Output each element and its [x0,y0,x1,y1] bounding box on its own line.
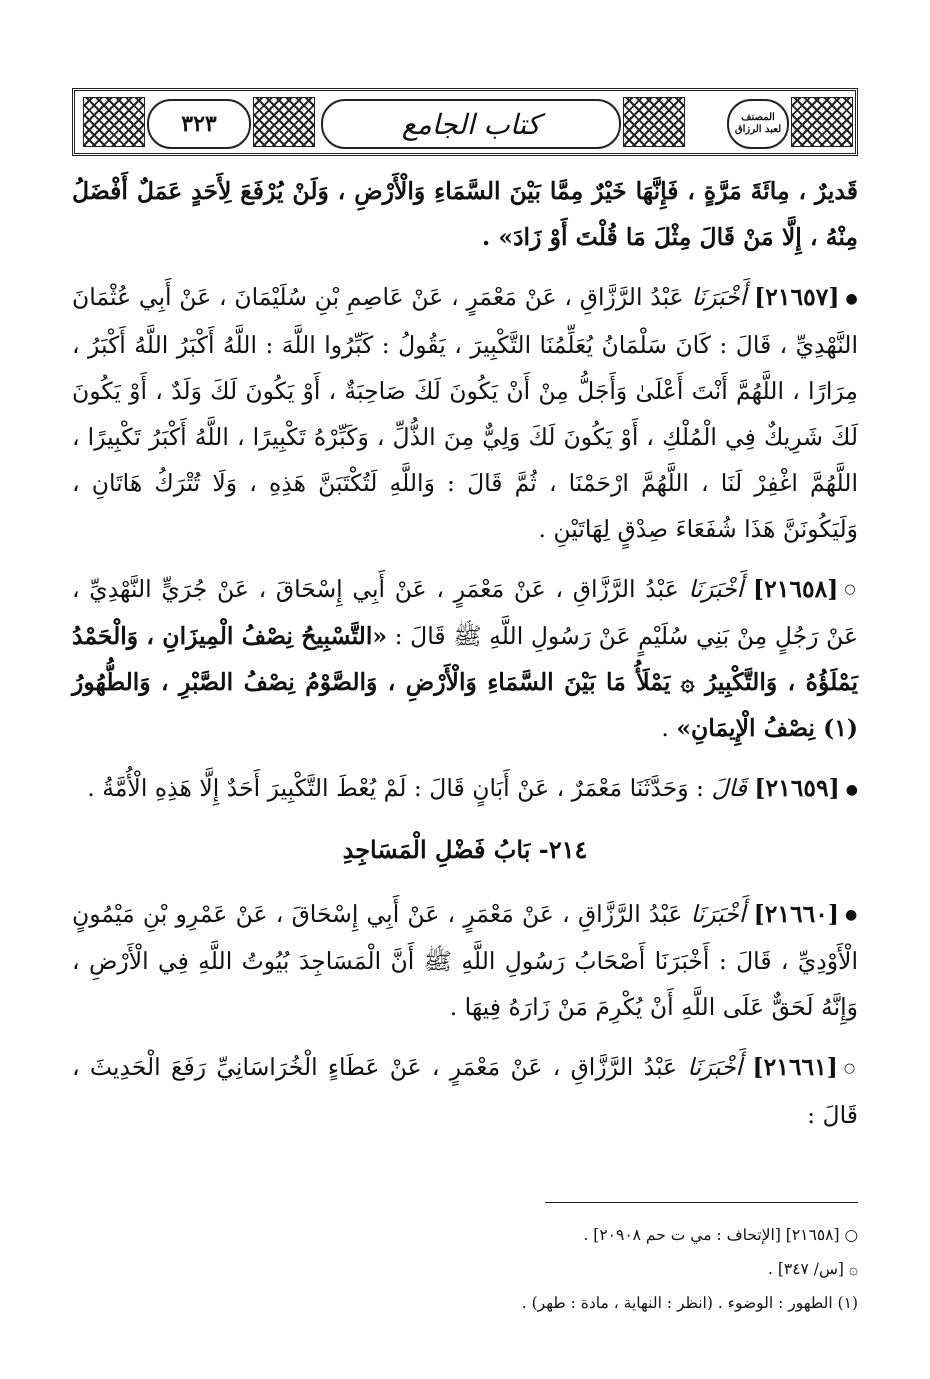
chain-label: أَخْبَرَنَا [687,1053,743,1081]
filled-bullet-icon: ● [845,907,858,923]
hadith-21660 [72,891,858,1031]
chain-label: أَخْبَرَنَا [691,283,747,311]
page-number: ٣٢٣ [147,99,251,149]
ornament-center-left [253,97,315,147]
chapter-heading: ٢١٤- بَابُ فَضْلِ الْمَسَاجِدِ [342,834,588,864]
hadith-21659 [72,765,858,813]
hadith-21661 [72,1044,858,1138]
footnote-2: ۞ [س/ ٣٤٧] . [767,1260,858,1278]
open-bullet-icon: ○ [844,582,858,597]
footnote-divider [545,1202,858,1203]
logo-line2: لعبد الرزاق [734,124,782,135]
hadith-text: عَبْدُ الرَّزَّاقِ ، عَنْ مَعْمَرٍ ، عَنْ عَاصِمِ بْنِ سُلَيْمَانَ ، عَنْ أَبِي عُثْمَانَ النَّهْدِيِّ ، قَالَ : كَانَ سَلْمَانُ يُعَلِّمُنَا التَّكْبِيرَ ، يَقُولُ : كَبِّرُوا اللَّهَ : اللَّهُ أَكْبَرُ اللَّهُ أَكْبَرُ ، مِرَارًا ، اللَّهُمَّ أَنْتَ أَعْلَىٰ وَأَجَلُّ مِنْ أَنْ يَكُونَ لَكَ صَاحِبَةٌ ، أَوْ يَكُونَ لَكَ وَلَدٌ ، أَوْ يَكُونَ لَكَ شَرِيكٌ فِي الْمُلْكِ ، أَوْ يَكُونَ لَكَ وَلِيٌّ مِنَ الذُّلِّ ، وَكَبِّرْهُ تَكْبِيرًا ، اللَّهُ أَكْبَرُ تَكْبِيرًا ، اللَّهُمَّ اغْفِرْ لَنَا ، اللَّهُمَّ ارْحَمْنَا ، ثُمَّ قَالَ : وَاللَّهِ لَتُكْتَبَنَّ هَذِهِ ، وَلَا تُتْرَكُ هَاتَانِ ، وَلَيَكُونَنَّ هَذَا شُفَعَاءَ صِدْقٍ لِهَاتَيْنِ . [72,283,858,543]
ornament-left [83,97,145,147]
hadith-21658 [72,566,858,752]
footnotes [72,1218,858,1320]
hadith-number: [٢١٦٦١] [752,1053,838,1081]
footnote-1: ○ [٢١٦٥٨] [الإتحاف : مي ت حم ٢٠٩٠٨] . [583,1226,858,1244]
continuation-line2: إِلَّا مَنْ قَالَ مِثْلَ مَا قُلْتَ أَوْ زَادَ» . [482,223,802,251]
chain-label: قَالَ [711,774,747,802]
page-header [72,88,858,156]
chain-label: أَخْبَرَنَا [690,899,746,928]
continuation-line1: قَديرٌ ، مِائَةَ مَرَّةٍ ، فَإِنَّهَا خَيْرٌ مِمَّا بَيْنَ السَّمَاءِ وَالْأَرْضِ ، وَلَنْ يُرْفَعَ لِأَحَدٍ عَمَلٌ أَفْضَلُ مِنْهُ ، [72,177,858,251]
hadith-text: عَبْدُ الرَّزَّاقِ ، عَنْ مَعْمَرٍ ، عَنْ عَطَاءٍ الْخُرَاسَانِيِّ رَفَعَ الْحَدِيثَ ، قَالَ : [72,1053,858,1129]
book-title: كتاب الجامع [321,99,621,149]
filled-bullet-icon: ● [845,781,858,798]
hadith-text: عَبْدُ الرَّزَّاقِ ، عَنْ مَعْمَرٍ ، عَنْ أَبِي إِسْحَاقَ ، عَنْ عَمْرِو بْنِ مَيْمُونٍ الْأَوْدِيِّ ، قَالَ : أَخْبَرَنَا أَصْحَابُ رَسُولِ اللَّهِ ﷺ أَنَّ الْمَسَاجِدَ بُيُوتُ اللَّهِ فِي الْأَرْضِ ، وَإِنَّهُ لَحَقٌّ عَلَى اللَّهِ أَنْ يُكْرِمَ مَنْ زَارَهُ فِيهَا . [72,899,858,1021]
filled-bullet-icon: ● [845,290,858,307]
hadith-text: عَبْدُ الرَّزَّاقِ ، عَنْ مَعْمَرٍ ، عَنْ أَبِي إِسْحَاقَ ، عَنْ جُرَيٍّ النَّهْدِيِّ ، عَنْ رَجُلٍ مِنْ بَنِي سُلَيْمٍ عَنْ رَسُولِ اللَّهِ ﷺ قَالَ : [72,574,859,650]
open-bullet-icon: ○ [843,1060,858,1076]
continuation-paragraph [72,168,858,260]
hadith-text-end: . [661,714,677,742]
ornament-right [791,97,853,147]
hadith-number: [٢١٦٥٧] [754,283,840,311]
main-text [72,168,858,1213]
hadith-number: [٢١٦٦٠] [753,899,840,928]
hadith-number: [٢١٦٥٨] [753,574,839,603]
footnote-3: (١) الطهور : الوضوء . (انظر : النهاية ، مادة : طهر) . [521,1294,858,1312]
hadith-21657 [72,274,858,552]
hadith-text: : وَحَدَّثَنَا مَعْمَرٌ ، عَنْ أَبَانٍ قَالَ : لَمْ يُعْطَ التَّكْبِيرَ أَحَدٌ إِلَّا هَذِهِ الْأُمَّةُ . [87,774,704,802]
book-logo [727,99,789,149]
hadith-number: [٢١٦٥٩] [754,774,840,802]
chain-label: أَخْبَرَنَا [688,574,744,603]
hadith-matn: «التَّسْبِيحُ نِصْفُ الْمِيزَانِ ، وَالْحَمْدُ يَمْلَؤُهُ ، وَالتَّكْبِيرُ ۞ يَمْلَأُ مَا بَيْنَ السَّمَاءِ وَالْأَرْضِ ، وَالصَّوْمُ نِصْفُ الصَّبْرِ ، وَالطُّهُورُ (١) نِصْفُ الْإِيمَانِ» [72,622,858,742]
logo-line1: المصنف [741,112,775,123]
ornament-center-right [623,97,685,147]
